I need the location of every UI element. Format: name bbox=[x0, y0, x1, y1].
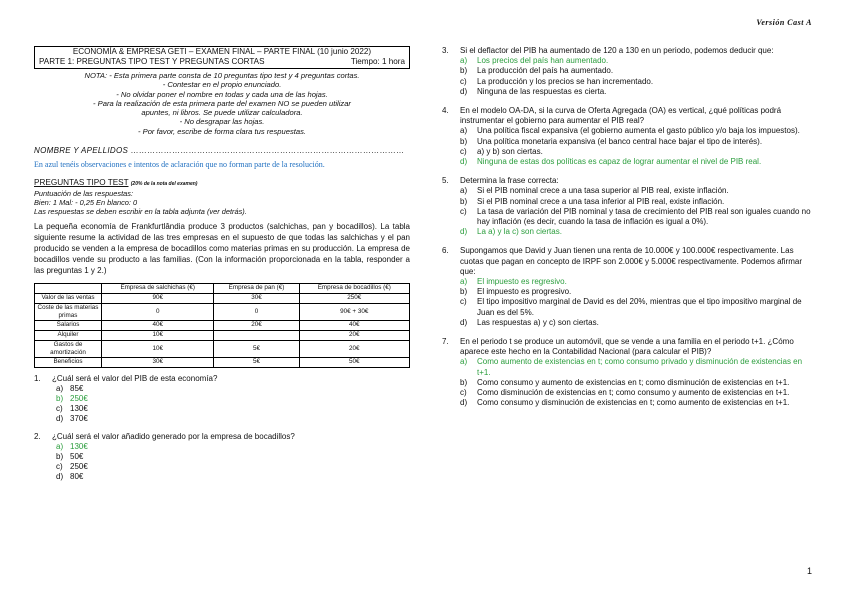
option bbox=[460, 207, 814, 227]
option-letter: b) bbox=[56, 394, 64, 404]
option-letter: b) bbox=[460, 287, 468, 297]
table-cell: Beneficios bbox=[35, 357, 102, 367]
option-letter: d) bbox=[460, 317, 468, 327]
question bbox=[442, 176, 814, 237]
option-letter: a) bbox=[460, 186, 468, 196]
section-weight: (20% de la nota del examen) bbox=[130, 181, 198, 188]
option-letter: d) bbox=[460, 398, 468, 408]
option-letter: a) bbox=[460, 56, 468, 66]
table-cell: 20€ bbox=[214, 320, 299, 330]
option-correct bbox=[460, 56, 814, 66]
exam-notes bbox=[34, 71, 410, 136]
option bbox=[460, 147, 814, 157]
option bbox=[460, 378, 814, 388]
table-cell: Salarios bbox=[35, 320, 102, 330]
option-letter: b) bbox=[460, 66, 468, 76]
option-text: Como consumo y disminución de existencias en t; como aumento de existencias en t+1. bbox=[477, 398, 790, 408]
question bbox=[442, 246, 814, 328]
option bbox=[460, 297, 814, 317]
option bbox=[56, 414, 410, 424]
option-text: Una política fiscal expansiva (el gobierno aumenta el gasto público y/o baja los impuestos). bbox=[477, 126, 800, 136]
instruction-line: Las respuestas se deben escribir en la tabla adjunta (ver detrás). bbox=[34, 207, 247, 217]
table-cell: 0 bbox=[102, 303, 214, 320]
option-letter: d) bbox=[56, 472, 64, 482]
table-cell: Alquiler bbox=[35, 330, 102, 340]
options bbox=[460, 186, 814, 237]
option-letter: a) bbox=[460, 126, 468, 136]
question bbox=[442, 337, 814, 408]
note-line: - Contestar en el propio enunciado. bbox=[162, 80, 282, 90]
table-cell: Coste de las materias primas bbox=[35, 303, 102, 320]
question bbox=[34, 432, 410, 483]
option-text: 130€ bbox=[70, 441, 88, 451]
option-text: Ninguna de las respuestas es cierta. bbox=[477, 86, 607, 96]
question-stem bbox=[442, 246, 814, 277]
option-text: El tipo impositivo marginal de David es del 20%, mientras que el tipo impositivo marginal de Juan es del 5%. bbox=[477, 297, 802, 317]
option bbox=[56, 462, 410, 472]
question-text: ¿Cuál será el valor del PIB de esta economía? bbox=[52, 373, 218, 383]
option-letter: a) bbox=[460, 277, 468, 287]
option-letter: a) bbox=[56, 441, 64, 451]
option-text: La producción del país ha aumentado. bbox=[477, 66, 614, 76]
option-letter: c) bbox=[56, 404, 63, 414]
option-letter: b) bbox=[56, 452, 64, 462]
instruction-line: Bien: 1 Mal: - 0,25 En blanco: 0 bbox=[34, 198, 138, 208]
question-number: 3. bbox=[442, 46, 449, 55]
question-stem bbox=[34, 374, 410, 384]
option-letter: b) bbox=[460, 377, 468, 387]
question-number: 5. bbox=[442, 176, 449, 186]
option bbox=[460, 66, 814, 76]
exam-header bbox=[34, 46, 410, 69]
table-header-cell: Empresa de bocadillos (€) bbox=[299, 283, 409, 293]
note-line: apuntes, ni libros. Se puede utilizar calculadora. bbox=[141, 108, 303, 118]
option-text: Los precios del país han aumentado. bbox=[477, 56, 609, 66]
option bbox=[56, 452, 410, 462]
table-row bbox=[35, 320, 410, 330]
page-number: 1 bbox=[806, 566, 812, 576]
section-heading bbox=[34, 178, 410, 189]
option-text: Una política monetaria expansiva (el banco central hace bajar el tipo de interés). bbox=[477, 136, 763, 146]
question-text: ¿Cuál será el valor añadido generado por la empresa de bocadillos? bbox=[52, 431, 295, 441]
question-stem bbox=[442, 176, 814, 186]
version-label: Versión Cast A bbox=[756, 18, 812, 27]
question-text: Si el deflactor del PIB ha aumentado de 120 a 130 en un periodo, podemos deducir que: bbox=[460, 46, 774, 55]
option-correct bbox=[460, 277, 814, 287]
question-stem bbox=[442, 106, 814, 126]
note-line: - Por favor, escribe de forma clara tus respuestas. bbox=[138, 126, 306, 136]
question-text: Supongamos que David y Juan tienen una renta de 10.000€ y 100.000€ respectivamente. Las cuotas que pagan en concepto de IRPF son 2.000€ y 5.000€ respectivamente. Podemos afirmar que: bbox=[460, 246, 802, 276]
option bbox=[460, 197, 814, 207]
option-text: Si el PIB nominal crece a una tasa superior al PIB real, existe inflación. bbox=[477, 186, 729, 196]
option-text: Ninguna de estas dos políticas es capaz de lograr aumentar el nivel de PIB real. bbox=[477, 157, 762, 167]
table-cell: 30€ bbox=[214, 293, 299, 303]
table-cell: 90€ + 30€ bbox=[299, 303, 409, 320]
option-letter: c) bbox=[460, 206, 467, 216]
option bbox=[460, 318, 814, 328]
table-cell bbox=[214, 330, 299, 340]
table-header-cell: Empresa de salchichas (€) bbox=[102, 283, 214, 293]
option bbox=[460, 398, 814, 408]
table-header-cell: Empresa de pan (€) bbox=[214, 283, 299, 293]
option bbox=[460, 137, 814, 147]
question-stem bbox=[34, 432, 410, 442]
table-row bbox=[35, 340, 410, 357]
option-letter: c) bbox=[460, 146, 467, 156]
options bbox=[460, 277, 814, 328]
option-text: a) y b) son ciertas. bbox=[477, 146, 543, 156]
option bbox=[56, 404, 410, 414]
name-field[interactable]: NOMBRE Y APELLIDOS ……………………………………………………………………………………… bbox=[34, 146, 405, 156]
options bbox=[460, 126, 814, 167]
left-column bbox=[34, 46, 410, 490]
question-stem bbox=[442, 46, 814, 56]
option-letter: c) bbox=[56, 462, 63, 472]
option-letter: a) bbox=[460, 357, 468, 367]
question-text: En el periodo t se produce un automóvil, que se vende a una familia en el periodo t+1. ¿Cómo aparece este hecho en la Contabilidad Nacional (para calcular el PIB)? bbox=[460, 337, 794, 357]
option bbox=[56, 384, 410, 394]
option-letter: c) bbox=[460, 388, 467, 398]
note-line: - Para la realización de esta primera parte del examen NO se pueden utilizar bbox=[93, 98, 351, 108]
option-text: La tasa de variación del PIB nominal y tasa de crecimiento del PIB real son iguales cuando no hay inflación (es decir, cuando la tasa de inflación es igual a 0%). bbox=[477, 206, 811, 227]
option-letter: b) bbox=[460, 196, 468, 206]
table-cell: 50€ bbox=[299, 357, 409, 367]
options bbox=[56, 384, 410, 425]
question-number: 4. bbox=[442, 106, 449, 116]
option-text: El impuesto es progresivo. bbox=[477, 287, 572, 297]
option-letter: d) bbox=[56, 414, 64, 424]
table-cell: 30€ bbox=[102, 357, 214, 367]
questions-right bbox=[442, 46, 814, 409]
table-cell: 20€ bbox=[299, 340, 409, 357]
option-text: 370€ bbox=[70, 414, 88, 424]
questions-left bbox=[34, 374, 410, 483]
header-line1: ECONOMÍA & EMPRESA GETI – EXAMEN FINAL – PARTE FINAL (10 junio 2022) bbox=[72, 47, 372, 56]
option-text: La producción y los precios se han incrementado. bbox=[477, 76, 654, 86]
note-line: - No desgrapar las hojas. bbox=[179, 117, 265, 127]
data-table bbox=[34, 283, 410, 368]
option bbox=[460, 126, 814, 136]
question-number: 1. bbox=[34, 373, 41, 383]
option-text: Si el PIB nominal crece a una tasa inferior al PIB real, existe inflación. bbox=[477, 196, 725, 206]
option-text: 85€ bbox=[70, 383, 84, 393]
section-instructions bbox=[34, 189, 410, 216]
table-cell: 90€ bbox=[102, 293, 214, 303]
header-line2: PARTE 1: PREGUNTAS TIPO TEST Y PREGUNTAS CORTAS bbox=[39, 57, 265, 66]
table-row bbox=[35, 303, 410, 320]
section-title: PREGUNTAS TIPO TEST bbox=[34, 178, 129, 188]
header-line2-row bbox=[39, 57, 405, 67]
intro-paragraph: La pequeña economía de Frankfurtlândia produce 3 productos (salchichas, pan y bocadillos). La tabla siguiente resume la actividad de las tres empresas en el supuesto de que todas las salchichas y el pan producido se venden a la empresa de bocadillos como materias primas en su producción. La empresa de bocadillos vende su producto a las familias. (Con la información proporcionada en la tabla, responder a las preguntas 1 y 2.) bbox=[34, 222, 410, 275]
table-cell: 0 bbox=[214, 303, 299, 320]
table-cell: 40€ bbox=[299, 320, 409, 330]
option-correct bbox=[460, 157, 814, 167]
option-letter: d) bbox=[460, 227, 468, 237]
option-text: 250€ bbox=[70, 462, 88, 472]
table-cell: 40€ bbox=[102, 320, 214, 330]
table-cell: Valor de las ventas bbox=[35, 293, 102, 303]
option bbox=[460, 287, 814, 297]
question bbox=[442, 106, 814, 167]
option-text: 50€ bbox=[70, 452, 84, 462]
blue-note: En azul tenéis observaciones e intentos de aclaración que no forman parte de la resolución. bbox=[34, 160, 325, 170]
question bbox=[442, 46, 814, 97]
question-text: Determina la frase correcta: bbox=[460, 176, 559, 186]
option-text: Las respuestas a) y c) son ciertas. bbox=[477, 317, 599, 327]
options bbox=[56, 442, 410, 483]
instruction-line: Puntuación de las respuestas: bbox=[34, 189, 134, 199]
option-text: La a) y la c) son ciertas. bbox=[477, 227, 562, 237]
note-line: - No olvidar poner el nombre en todas y cada una de las hojas. bbox=[116, 89, 328, 99]
header-time: Tiempo: 1 hora bbox=[350, 57, 405, 66]
table-cell: Gastos de amortización bbox=[35, 340, 102, 357]
question-text: En el modelo OA-DA, si la curva de Oferta Agregada (OA) es vertical, ¿qué políticas podrá instrumentar el gobierno para aumentar el PIB real? bbox=[460, 106, 782, 126]
table-cell: 20€ bbox=[299, 330, 409, 340]
question-number: 6. bbox=[442, 246, 449, 256]
question bbox=[34, 374, 410, 425]
option-correct bbox=[460, 357, 814, 377]
option bbox=[460, 388, 814, 398]
option-letter: a) bbox=[56, 383, 64, 393]
option-text: El impuesto es regresivo. bbox=[477, 277, 567, 287]
option-text: 80€ bbox=[70, 472, 84, 482]
option bbox=[460, 77, 814, 87]
option-correct bbox=[56, 442, 410, 452]
option-correct bbox=[460, 227, 814, 237]
option bbox=[460, 186, 814, 196]
option-text: 130€ bbox=[70, 404, 88, 414]
table-cell: 5€ bbox=[214, 357, 299, 367]
option-letter: d) bbox=[460, 86, 468, 96]
option-letter: b) bbox=[460, 136, 468, 146]
table-row bbox=[35, 293, 410, 303]
question-number: 2. bbox=[34, 431, 41, 441]
option-text: Como consumo y aumento de existencias en t; como disminución de existencias en t+1. bbox=[477, 377, 790, 387]
options bbox=[460, 56, 814, 97]
table-cell: 10€ bbox=[102, 340, 214, 357]
question-stem bbox=[442, 337, 814, 357]
table-header-row bbox=[35, 283, 410, 293]
table-cell: 10€ bbox=[102, 330, 214, 340]
option-text: Como disminución de existencias en t; como consumo y aumento de existencias en t+1. bbox=[477, 388, 790, 398]
option bbox=[460, 87, 814, 97]
option-letter: c) bbox=[460, 297, 467, 307]
note-line: NOTA: - Esta primera parte consta de 10 preguntas tipo test y 4 preguntas cortas. bbox=[84, 71, 360, 80]
right-column bbox=[442, 46, 814, 418]
option-letter: c) bbox=[460, 76, 467, 86]
option-text: Como aumento de existencias en t; como consumo privado y disminución de existencias en t+1. bbox=[477, 357, 803, 377]
option bbox=[56, 472, 410, 482]
option-correct bbox=[56, 394, 410, 404]
question-number: 7. bbox=[442, 337, 449, 347]
options bbox=[460, 357, 814, 408]
table-cell: 250€ bbox=[299, 293, 409, 303]
option-letter: d) bbox=[460, 157, 468, 167]
table-cell: 5€ bbox=[214, 340, 299, 357]
table-row bbox=[35, 330, 410, 340]
option-text: 250€ bbox=[70, 394, 88, 404]
table-header-cell bbox=[35, 283, 102, 293]
table-row bbox=[35, 357, 410, 367]
